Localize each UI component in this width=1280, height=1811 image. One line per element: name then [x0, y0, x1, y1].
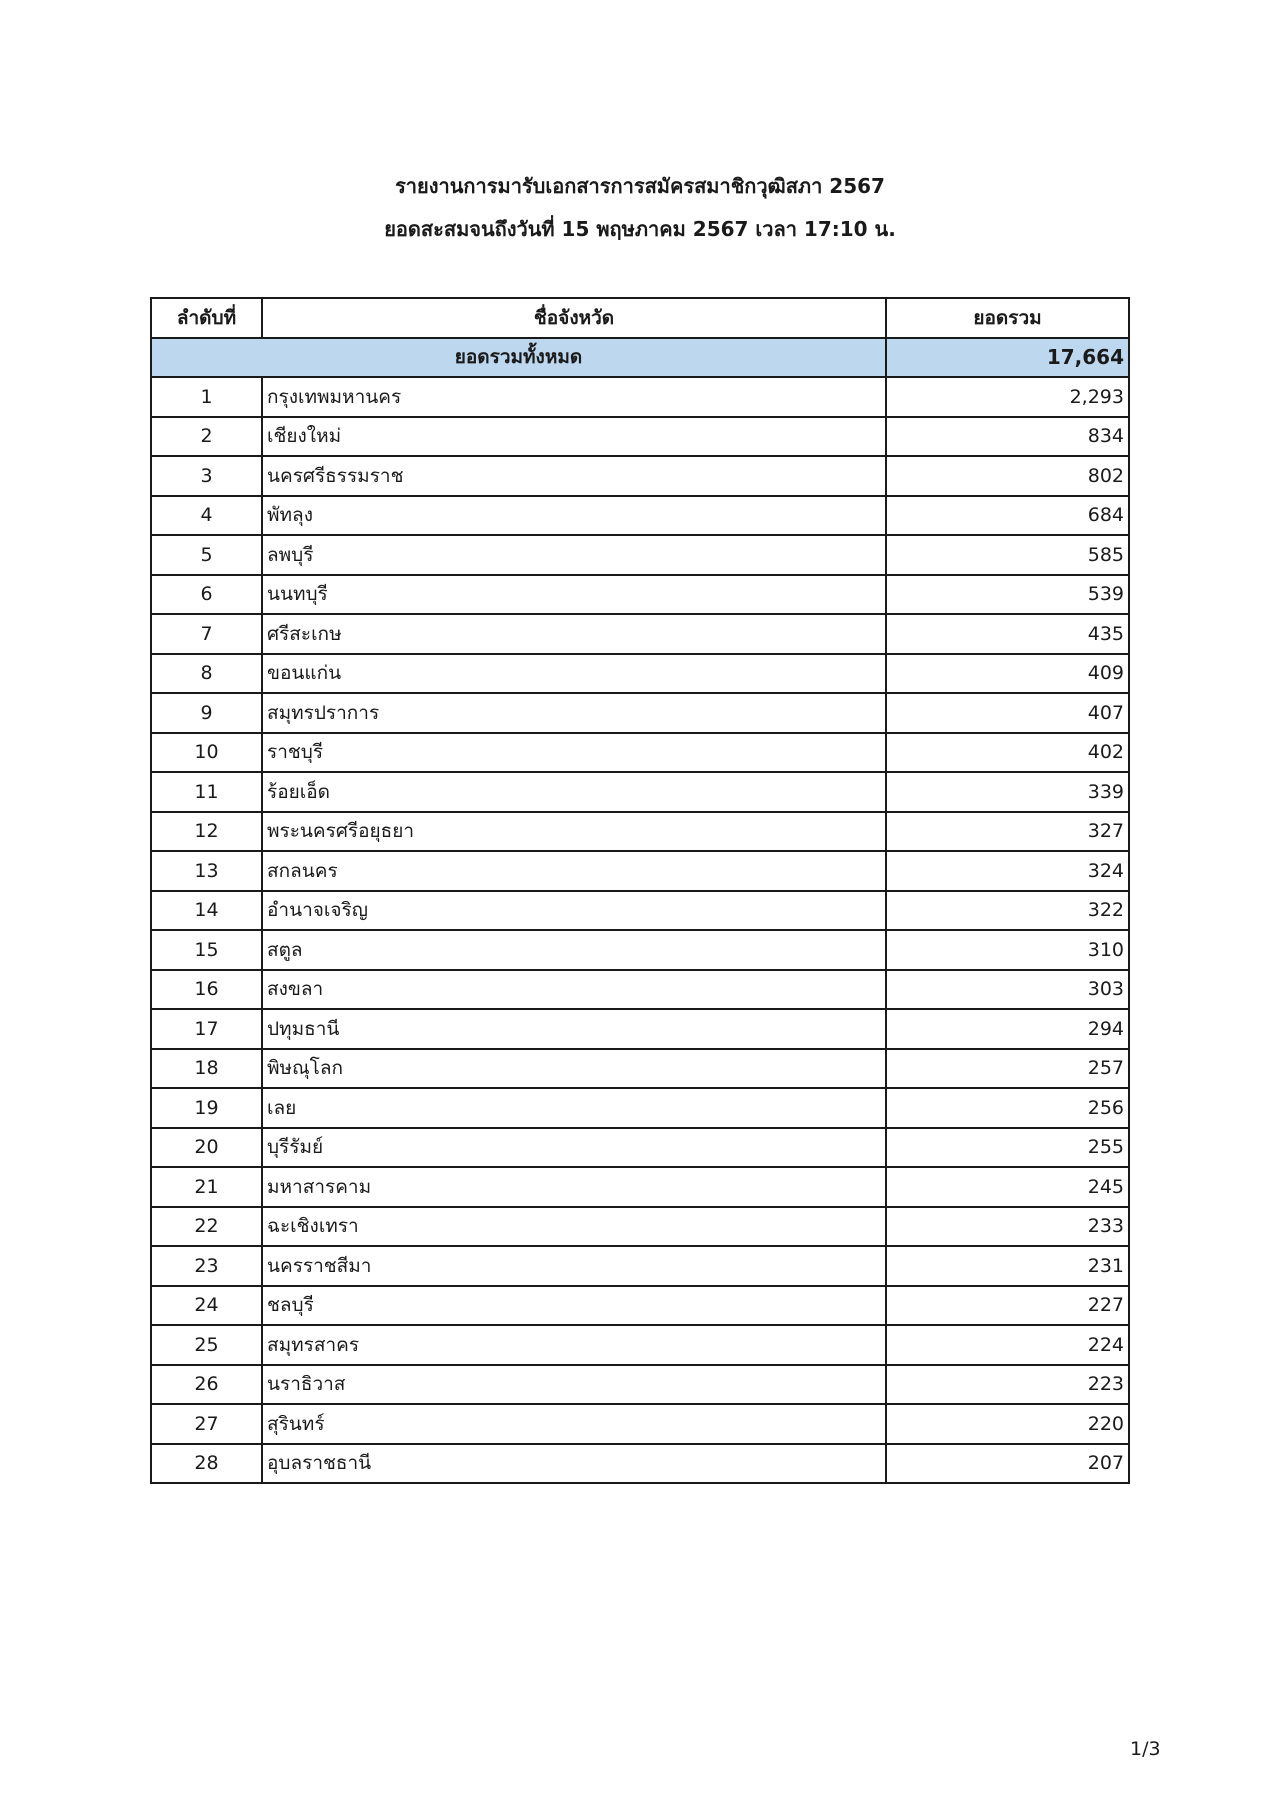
row-province: ลพบุรี [262, 535, 886, 575]
row-total: 223 [886, 1365, 1129, 1405]
row-total: 256 [886, 1088, 1129, 1128]
table-row [151, 1167, 1129, 1207]
table-row [151, 1365, 1129, 1405]
row-total: 2,293 [886, 377, 1129, 417]
row-province: พิษณุโลก [262, 1049, 886, 1089]
table-row [151, 1088, 1129, 1128]
table-row [151, 891, 1129, 931]
row-province: อุบลราชธานี [262, 1444, 886, 1484]
row-province: ปทุมธานี [262, 1009, 886, 1049]
row-rank: 22 [151, 1207, 262, 1247]
row-rank: 8 [151, 654, 262, 694]
row-rank: 26 [151, 1365, 262, 1405]
row-rank: 13 [151, 851, 262, 891]
row-province: สงขลา [262, 970, 886, 1010]
row-province: มหาสารคาม [262, 1167, 886, 1207]
row-rank: 3 [151, 456, 262, 496]
row-rank: 28 [151, 1444, 262, 1484]
province-table [150, 297, 1130, 1484]
table-row [151, 1207, 1129, 1247]
grand-total-label: ยอดรวมทั้งหมด [151, 338, 886, 378]
row-total: 257 [886, 1049, 1129, 1089]
page-number: 1/3 [1130, 1738, 1161, 1760]
row-province: บุรีรัมย์ [262, 1128, 886, 1168]
row-rank: 18 [151, 1049, 262, 1089]
table-row [151, 496, 1129, 536]
table-row [151, 851, 1129, 891]
row-province: ราชบุรี [262, 733, 886, 773]
table-row [151, 654, 1129, 694]
table-row [151, 1246, 1129, 1286]
row-province: พระนครศรีอยุธยา [262, 812, 886, 852]
row-rank: 1 [151, 377, 262, 417]
row-rank: 16 [151, 970, 262, 1010]
report-title: รายงานการมารับเอกสารการสมัครสมาชิกวุฒิสภา 2567 [395, 174, 885, 198]
header-rank: ลำดับที่ [151, 298, 262, 338]
table-row [151, 970, 1129, 1010]
row-rank: 2 [151, 417, 262, 457]
row-total: 245 [886, 1167, 1129, 1207]
row-rank: 10 [151, 733, 262, 773]
row-rank: 4 [151, 496, 262, 536]
table-row [151, 535, 1129, 575]
row-total: 324 [886, 851, 1129, 891]
row-province: นครราชสีมา [262, 1246, 886, 1286]
table-row [151, 812, 1129, 852]
row-rank: 7 [151, 614, 262, 654]
row-total: 327 [886, 812, 1129, 852]
row-province: พัทลุง [262, 496, 886, 536]
row-total: 585 [886, 535, 1129, 575]
row-rank: 21 [151, 1167, 262, 1207]
row-total: 207 [886, 1444, 1129, 1484]
row-province: อำนาจเจริญ [262, 891, 886, 931]
row-province: นครศรีธรรมราช [262, 456, 886, 496]
row-total: 233 [886, 1207, 1129, 1247]
table-row [151, 456, 1129, 496]
row-province: สกลนคร [262, 851, 886, 891]
row-rank: 6 [151, 575, 262, 615]
row-province: เชียงใหม่ [262, 417, 886, 457]
row-province: กรุงเทพมหานคร [262, 377, 886, 417]
table-row [151, 1049, 1129, 1089]
row-rank: 20 [151, 1128, 262, 1168]
row-total: 255 [886, 1128, 1129, 1168]
row-total: 409 [886, 654, 1129, 694]
row-rank: 14 [151, 891, 262, 931]
row-rank: 19 [151, 1088, 262, 1128]
table-row [151, 1286, 1129, 1326]
header-province: ชื่อจังหวัด [262, 298, 886, 338]
table-header-row [151, 298, 1129, 338]
row-total: 802 [886, 456, 1129, 496]
table-row [151, 693, 1129, 733]
row-province: ชลบุรี [262, 1286, 886, 1326]
table-row [151, 1128, 1129, 1168]
row-total: 231 [886, 1246, 1129, 1286]
row-province: เลย [262, 1088, 886, 1128]
row-total: 407 [886, 693, 1129, 733]
row-rank: 24 [151, 1286, 262, 1326]
row-province: สมุทรสาคร [262, 1325, 886, 1365]
row-rank: 27 [151, 1404, 262, 1444]
row-total: 220 [886, 1404, 1129, 1444]
row-total: 402 [886, 733, 1129, 773]
row-total: 224 [886, 1325, 1129, 1365]
row-province: สมุทรปราการ [262, 693, 886, 733]
table-row [151, 1444, 1129, 1484]
row-province: นนทบุรี [262, 575, 886, 615]
row-rank: 23 [151, 1246, 262, 1286]
grand-total-value: 17,664 [886, 338, 1129, 378]
table-row [151, 772, 1129, 812]
row-total: 539 [886, 575, 1129, 615]
row-rank: 9 [151, 693, 262, 733]
row-total: 435 [886, 614, 1129, 654]
row-total: 339 [886, 772, 1129, 812]
table-row [151, 377, 1129, 417]
table-row [151, 417, 1129, 457]
row-rank: 11 [151, 772, 262, 812]
table-row [151, 930, 1129, 970]
row-rank: 17 [151, 1009, 262, 1049]
row-rank: 15 [151, 930, 262, 970]
row-total: 684 [886, 496, 1129, 536]
table-row [151, 1009, 1129, 1049]
grand-total-row [151, 338, 1129, 378]
table-row [151, 733, 1129, 773]
row-total: 834 [886, 417, 1129, 457]
table-row [151, 1404, 1129, 1444]
row-rank: 25 [151, 1325, 262, 1365]
row-total: 303 [886, 970, 1129, 1010]
row-province: ศรีสะเกษ [262, 614, 886, 654]
row-province: นราธิวาส [262, 1365, 886, 1405]
row-province: ขอนแก่น [262, 654, 886, 694]
row-total: 227 [886, 1286, 1129, 1326]
table-row [151, 1325, 1129, 1365]
row-province: สุรินทร์ [262, 1404, 886, 1444]
table-row [151, 614, 1129, 654]
report-header [0, 174, 1280, 241]
row-province: สตูล [262, 930, 886, 970]
row-total: 322 [886, 891, 1129, 931]
row-province: ร้อยเอ็ด [262, 772, 886, 812]
row-province: ฉะเชิงเทรา [262, 1207, 886, 1247]
row-rank: 12 [151, 812, 262, 852]
row-total: 310 [886, 930, 1129, 970]
table-row [151, 575, 1129, 615]
row-total: 294 [886, 1009, 1129, 1049]
row-rank: 5 [151, 535, 262, 575]
report-subtitle: ยอดสะสมจนถึงวันที่ 15 พฤษภาคม 2567 เวลา 17:10 น. [384, 217, 896, 241]
header-total: ยอดรวม [886, 298, 1129, 338]
